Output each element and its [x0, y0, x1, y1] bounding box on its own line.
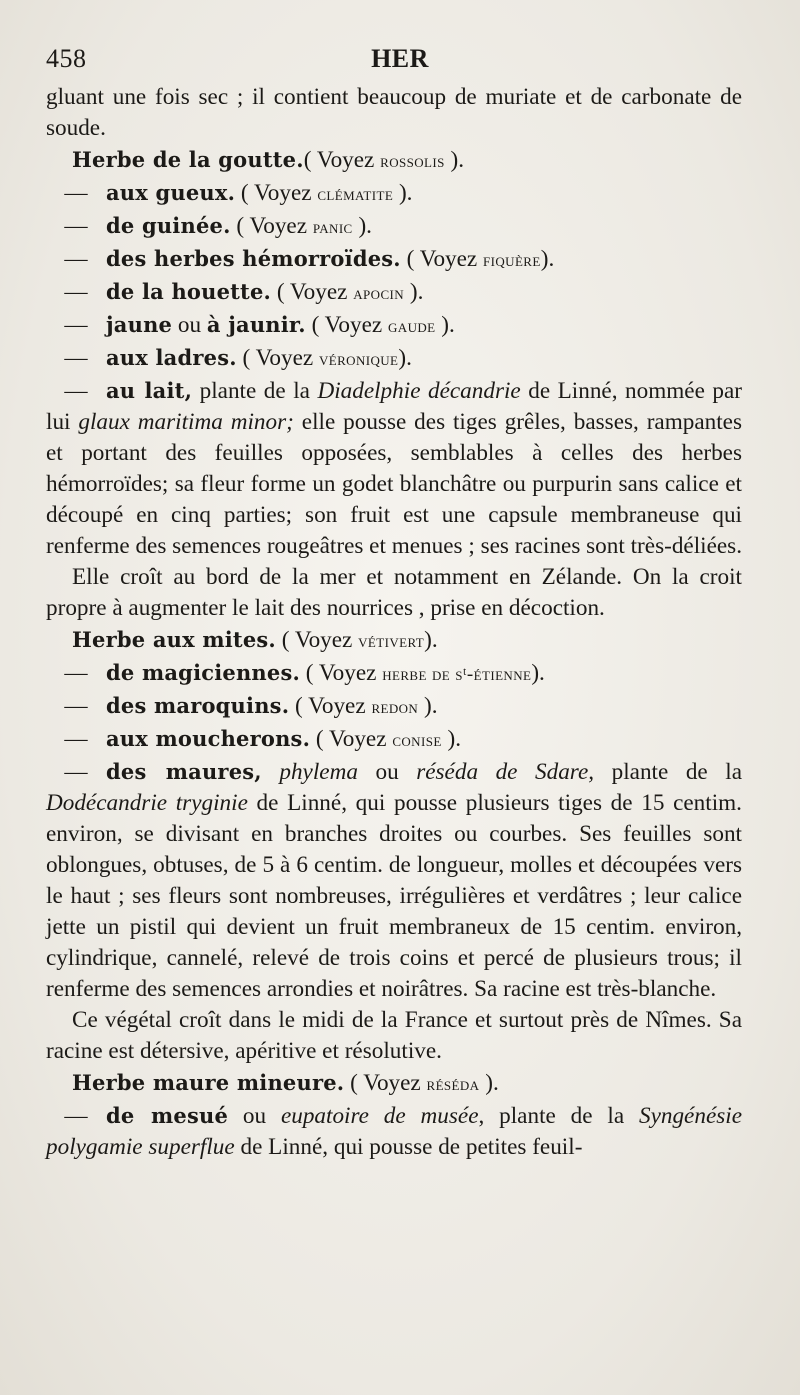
headword: de guinée.: [106, 213, 231, 238]
entry-herbe-de-la-goutte: Herbe de la goutte.( Voyez rossolis ).: [72, 147, 465, 173]
ditto-dash: —: [64, 279, 88, 305]
ditto-dash: —: [64, 1103, 88, 1129]
running-head: HER: [371, 44, 429, 73]
entry-des-herbes-hemorroides: — des herbes hémorroïdes. ( Voyez fiquère).: [46, 243, 742, 276]
headword: aux moucherons.: [106, 726, 311, 751]
cross-reference: fiquère: [483, 250, 541, 271]
headword: Herbe aux mites.: [72, 627, 276, 652]
headword: au lait,: [106, 378, 193, 403]
cross-reference: réséda: [426, 1074, 480, 1095]
headword: à jaunir.: [206, 312, 306, 337]
headword: Herbe de la goutte.: [72, 147, 304, 172]
cross-reference: conise: [392, 730, 442, 751]
headword: des maroquins.: [106, 693, 290, 718]
cross-reference: redon: [371, 697, 419, 718]
headword: jaune: [106, 312, 173, 337]
entry-des-maures: — des maures, phylema ou réséda de Sdare, plante de la Dodécandrie tryginie de Linné, qui pousse plusieurs tiges de 15 centim. environ, se divisant en branches droites ou courbes. Ses feuilles sont oblongues, obtuses, de 5 à 6 centim. de longueur, molles et découpées vers le haut ; ses fleurs sont nombreuses, irrégulières et verdâtres ; leur calice jette un pistil qui devient un fruit membraneux de 15 centim. environ, cylindrique, cannelé, relevé de trois coins et percé de plusieurs trous; il renferme des semences arrondies et noirâtres. Sa racine est très-blanche.: [46, 759, 742, 1002]
headword: aux gueux.: [106, 180, 236, 205]
entry-aux-moucherons: — aux moucherons. ( Voyez conise ).: [46, 723, 742, 756]
page-body: [46, 82, 742, 1163]
cross-reference: apocin: [353, 283, 405, 304]
ditto-dash: —: [64, 660, 88, 686]
headword: Herbe maure mineure.: [72, 1070, 345, 1095]
ditto-dash: —: [64, 312, 88, 338]
paragraph-nimes: Ce végétal croît dans le midi de la France et surtout près de Nîmes. Sa racine est détersive, apéritive et résolutive.: [46, 1007, 742, 1064]
headword: des herbes hémorroïdes.: [106, 246, 401, 271]
entry-des-maroquins: — des maroquins. ( Voyez redon ).: [46, 690, 742, 723]
entry-aux-ladres: — aux ladres. ( Voyez véronique).: [46, 342, 742, 375]
entry-de-magiciennes: — de magiciennes. ( Voyez herbe de sᵗ-étienne).: [46, 657, 742, 690]
ditto-dash: —: [64, 759, 88, 785]
ditto-dash: —: [64, 180, 88, 206]
ditto-dash: —: [64, 378, 88, 404]
headword: de mesué: [106, 1103, 229, 1128]
cross-reference: véronique: [318, 349, 399, 370]
cross-reference: rossolis: [380, 151, 445, 172]
page-number: 458: [46, 44, 87, 73]
paragraph-zelande: Elle croît au bord de la mer et notamment en Zélande. On la croit propre à augmenter le lait des nourrices , prise en décoction.: [46, 564, 742, 621]
ditto-dash: —: [64, 213, 88, 239]
entry-de-la-houette: — de la houette. ( Voyez apocin ).: [46, 276, 742, 309]
cross-reference: vétivert: [358, 631, 425, 652]
cross-reference: herbe de sᵗ-étienne: [382, 664, 532, 685]
entry-de-guinee: — de guinée. ( Voyez panic ).: [46, 210, 742, 243]
entry-aux-gueux: — aux gueux. ( Voyez clématite ).: [46, 177, 742, 210]
cross-reference: clématite: [317, 184, 394, 205]
headword: des maures,: [106, 759, 262, 784]
ditto-dash: —: [64, 726, 88, 752]
entry-herbe-maure-mineure: Herbe maure mineure. ( Voyez réséda ).: [72, 1070, 499, 1096]
entry-de-mesue: — de mesué ou eupatoire de musée, plante de la Syngénésie polygamie superflue de Linné, qui pousse de petites feuil-: [46, 1103, 742, 1160]
ditto-dash: —: [64, 246, 88, 272]
entry-jaune: — jaune ou à jaunir. ( Voyez gaude ).: [46, 309, 742, 342]
paragraph-continuation: gluant une fois sec ; il contient beaucoup de muriate et de carbonate de soude.: [46, 84, 742, 141]
entry-herbe-aux-mites: Herbe aux mites. ( Voyez vétivert).: [72, 627, 438, 653]
cross-reference: panic: [312, 217, 353, 238]
headword: aux ladres.: [106, 345, 237, 370]
ditto-dash: —: [64, 345, 88, 371]
ditto-dash: —: [64, 693, 88, 719]
page-header: [46, 40, 754, 76]
headword: de magiciennes.: [106, 660, 300, 685]
entry-au-lait: — au lait, plante de la Diadelphie décandrie de Linné, nommée par lui glaux maritima minor; elle pousse des tiges grêles, basses, rampantes et portant des feuilles opposées, semblables à celles des herbes hémorroïdes; sa fleur forme un godet blanchâtre ou purpurin sans calice et découpé en cinq parties; son fruit est une capsule membraneuse qui renferme des semences rougeâtres et menues ; ses racines sont très-déliées.: [46, 378, 743, 559]
cross-reference: gaude: [388, 316, 436, 337]
headword: de la houette.: [106, 279, 272, 304]
